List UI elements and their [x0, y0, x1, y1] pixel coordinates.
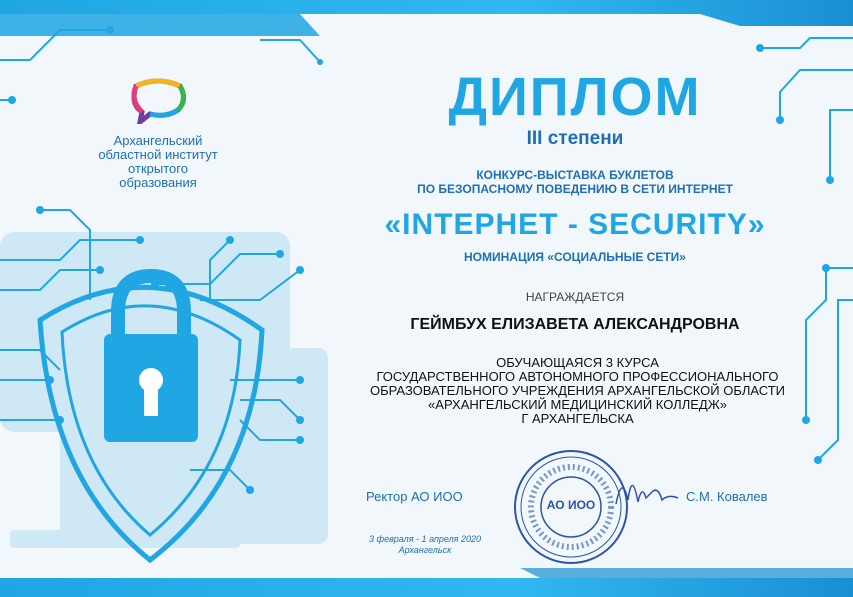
date-place: [340, 534, 510, 556]
organization-name: [78, 134, 238, 190]
signer-role: Ректор АО ИОО: [366, 489, 463, 504]
signer-name: С.М. Ковалев: [686, 489, 768, 504]
detail-line: ГОСУДАРСТВЕННОГО АВТОНОМНОГО ПРОФЕССИОНАЛЬНОГО: [376, 369, 779, 384]
detail-line: ОБУЧАЮЩАЯСЯ 3 КУРСА: [496, 355, 659, 370]
organization-line: областной институт: [98, 147, 218, 162]
awarded-label: НАГРАЖДАЕТСЯ: [525, 290, 625, 304]
organization-line: образования: [119, 175, 197, 190]
detail-line: ОБРАЗОВАТЕЛЬНОГО УЧРЕЖДЕНИЯ АРХАНГЕЛЬСКОЙ ОБЛАСТИ: [369, 383, 786, 398]
place-name: Архангельск: [398, 545, 452, 555]
contest-description: [360, 168, 790, 196]
contest-line: КОНКУРС-ВЫСТАВКА БУКЛЕТОВ: [476, 168, 674, 182]
contest-name: «INTEPHET - SECURITY»: [384, 208, 766, 241]
diploma-degree: III степени: [526, 128, 624, 149]
detail-line: Г АРХАНГЕЛЬСКА: [521, 411, 634, 426]
contest-line: ПО БЕЗОПАСНОМУ ПОВЕДЕНИЮ В СЕТИ ИНТЕРНЕТ: [417, 182, 733, 196]
stamp-label: АО ИОО: [546, 498, 596, 512]
nomination: НОМИНАЦИЯ «СОЦИАЛЬНЫЕ СЕТИ»: [464, 250, 686, 264]
organization-line: открытого: [128, 161, 188, 176]
diploma-title: ДИПЛОМ: [448, 67, 702, 127]
logo-speech-bubble-icon: [126, 78, 190, 124]
date-range: 3 февраля - 1 апреля 2020: [368, 534, 482, 544]
signature: [612, 464, 682, 514]
organization-line: Архангельский: [113, 133, 203, 148]
recipient-name: ГЕЙМБУХ ЕЛИЗАВЕТА АЛЕКСАНДРОВНА: [410, 316, 740, 333]
detail-line: «АРХАНГЕЛЬСКИЙ МЕДИЦИНСКИЙ КОЛЛЕДЖ»: [428, 397, 727, 412]
recipient-details: [340, 356, 815, 426]
